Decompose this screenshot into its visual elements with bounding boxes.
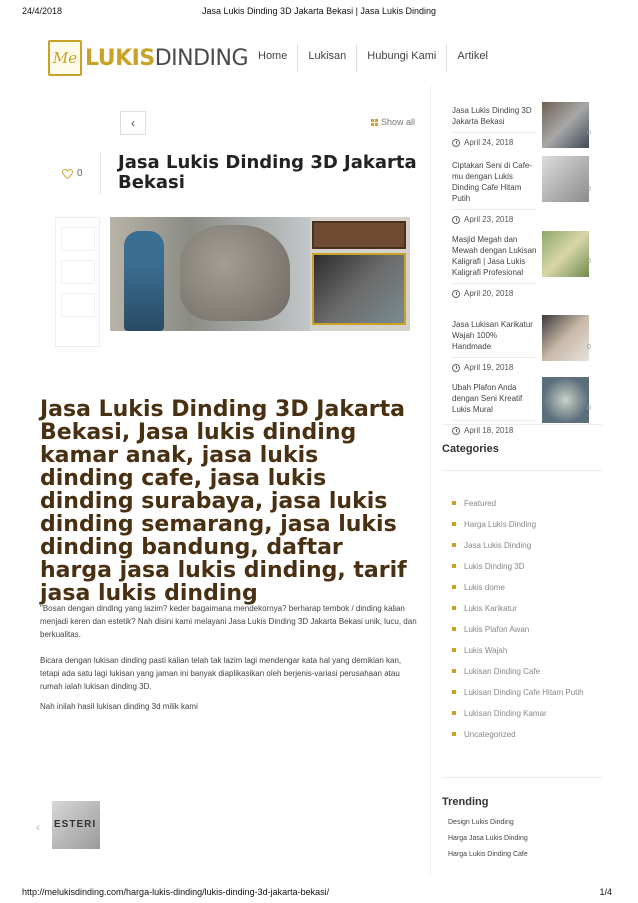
clock-icon — [452, 290, 460, 298]
logo-mark: Me — [48, 40, 82, 76]
category-link[interactable]: Lukis Dinding 3D — [452, 561, 602, 572]
recent-post-thumbnail[interactable] — [542, 315, 589, 361]
print-title: Jasa Lukis Dinding 3D Jakarta Bekasi | Jasa Lukis Dinding — [202, 6, 436, 16]
article-paragraph: "Bosan dengan dinding yang lazim? keder bagaimana mendekornya? berharap tembok / dinding kalian menjadi keren dan estetik? Nah disini kami melayani Jasa Lukis Dinding 3D Jakarta Bekasi unik, lucu, dan berkualitas. — [40, 604, 417, 639]
category-link[interactable]: Lukisan Dinding Cafe — [452, 666, 602, 677]
gorilla-painting — [312, 253, 406, 325]
trending-link[interactable]: Harga Lukis Dinding Cafe — [448, 851, 528, 858]
recent-post-title[interactable]: Jasa Lukis Dinding 3D Jakarta Bekasi — [452, 106, 532, 126]
logo-text — [85, 46, 248, 71]
recent-post-thumbnail[interactable] — [542, 377, 589, 423]
sidebar-rule — [442, 470, 602, 471]
nav-artikel[interactable]: Artikel — [446, 44, 498, 72]
nav-lukisan[interactable]: Lukisan — [297, 44, 356, 72]
sidebar-divider — [430, 86, 431, 876]
category-link[interactable]: Lukis Plafon Awan — [452, 624, 602, 635]
print-footer — [0, 881, 638, 903]
recent-post-title[interactable]: Jasa Lukisan Karikatur Wajah 100% Handmade — [452, 320, 533, 351]
article-paragraph: Bicara dengan lukisan dinding pasti kalian telah tak lazim lagi mendengar kata hal yang demikian kan, tetapi ada satu lagi lukisan yang jaman ini banyak diaplikasikan oleh berjenis-variasi perusahaan atau rumah ialah lukisan dinding 3D. — [40, 656, 402, 691]
share-button[interactable] — [61, 260, 95, 284]
heart-icon — [62, 169, 73, 179]
recent-post-title[interactable]: Masjid Megah dan Mewah dengan Lukisan Kaligrafi | Jasa Lukis Kaligrafi Profesional — [452, 235, 537, 277]
recent-post-date — [452, 357, 537, 372]
recent-post-date — [452, 420, 537, 435]
category-link[interactable]: Jasa Lukis Dinding — [452, 540, 602, 551]
recent-post-date-text: April 24, 2018 — [464, 138, 514, 147]
clock-icon — [452, 364, 460, 372]
recent-post-count: 0 — [587, 258, 591, 265]
print-page-number: 1/4 — [599, 887, 612, 897]
like-button[interactable] — [62, 168, 83, 179]
recent-post-thumbnail[interactable] — [542, 102, 589, 148]
elephant-mural — [180, 225, 290, 321]
article-heading-rest: , Jasa lukis dinding kamar anak, jasa lukis dinding cafe, jasa lukis dinding surabaya, jasa lukis dinding semarang, jasa lukis dinding bandung, daftar harga jasa lukis dinding, tarif jasa lukis dinding — [40, 420, 407, 606]
recent-post-title[interactable]: Ubah Plafon Anda dengan Seni Kreatif Lukis Mural — [452, 383, 523, 414]
frame-painting — [312, 221, 406, 249]
recent-post-date-text: April 23, 2018 — [464, 215, 514, 224]
recent-post-date-text: April 18, 2018 — [464, 426, 514, 435]
category-link[interactable]: Uncategorized — [452, 729, 602, 740]
clock-icon — [452, 427, 460, 435]
sidebar-rule — [442, 777, 602, 778]
article-heading — [40, 398, 415, 605]
show-all-link[interactable] — [371, 117, 415, 127]
logo-text-part2: DINDING — [154, 45, 249, 71]
category-link[interactable]: Lukis dome — [452, 582, 602, 593]
sidebar-rule — [442, 424, 602, 425]
post-title: Jasa Lukis Dinding 3D Jakarta Bekasi — [118, 152, 417, 193]
nav-hubungi-kami[interactable]: Hubungi Kami — [356, 44, 446, 72]
recent-post-date-text: April 19, 2018 — [464, 363, 514, 372]
recent-post-count: 0 — [587, 130, 591, 137]
print-header — [0, 3, 638, 19]
recent-post-count: 0 — [587, 344, 591, 351]
article-heading-bold: Jasa Lukis Dinding 3D Jakarta Bekasi — [40, 397, 406, 445]
recent-post-date — [452, 283, 537, 298]
article-paragraph: Nah inilah hasil lukisan dinding 3d milik kami — [40, 702, 198, 711]
grid-icon — [371, 119, 378, 126]
like-divider — [100, 152, 101, 194]
share-box — [55, 217, 100, 347]
category-link[interactable]: Featured — [452, 498, 602, 509]
categories-heading: Categories — [442, 443, 499, 455]
pager-thumbnail[interactable] — [52, 801, 100, 849]
recent-post-thumbnail[interactable] — [542, 156, 589, 202]
clock-icon — [452, 216, 460, 224]
recent-post-count: 0 — [587, 405, 591, 412]
category-link[interactable]: Lukisan Dinding Cafe Hitam Putih — [452, 687, 602, 698]
trending-list — [448, 819, 598, 867]
logo-text-part1: LUKIS — [85, 45, 155, 71]
site-logo[interactable] — [48, 40, 248, 76]
recent-post-date-text: April 20, 2018 — [464, 289, 514, 298]
category-link[interactable]: Lukis Wajah — [452, 645, 602, 656]
share-button[interactable] — [61, 227, 95, 251]
clock-icon — [452, 139, 460, 147]
chevron-left-icon: ‹ — [131, 116, 135, 130]
trending-link[interactable]: Design Lukis Dinding — [448, 819, 514, 826]
painter-figure — [124, 231, 164, 331]
like-count: 0 — [77, 168, 83, 179]
recent-post-date — [452, 132, 537, 147]
hero-image — [110, 217, 410, 331]
share-button[interactable] — [61, 293, 95, 317]
recent-post-count: 0 — [587, 186, 591, 193]
recent-post-date — [452, 209, 537, 224]
category-link[interactable]: Harga Lukis Dinding — [452, 519, 602, 530]
trending-link[interactable]: Harga Jasa Lukis Dinding — [448, 835, 528, 842]
print-date: 24/4/2018 — [22, 6, 63, 16]
recent-post-thumbnail[interactable] — [542, 231, 589, 277]
category-link[interactable]: Lukis Karikatur — [452, 603, 602, 614]
pager-thumb-text: ESTERI — [54, 819, 97, 830]
recent-post-title[interactable]: Ciptakan Seni di Cafe-mu dengan Lukis Dinding Cafe Hitam Putih — [452, 161, 533, 203]
show-all-label: Show all — [381, 117, 416, 127]
trending-heading: Trending — [442, 796, 489, 808]
print-url: http://melukisdinding.com/harga-lukis-dinding/lukis-dinding-3d-jakarta-bekasi/ — [22, 887, 330, 897]
category-link[interactable]: Lukisan Dinding Kamar — [452, 708, 602, 719]
prev-post-button[interactable] — [120, 111, 146, 135]
main-nav — [248, 44, 498, 72]
chevron-left-icon[interactable]: ‹ — [36, 820, 40, 834]
nav-home[interactable]: Home — [258, 50, 288, 62]
categories-list — [452, 498, 602, 750]
